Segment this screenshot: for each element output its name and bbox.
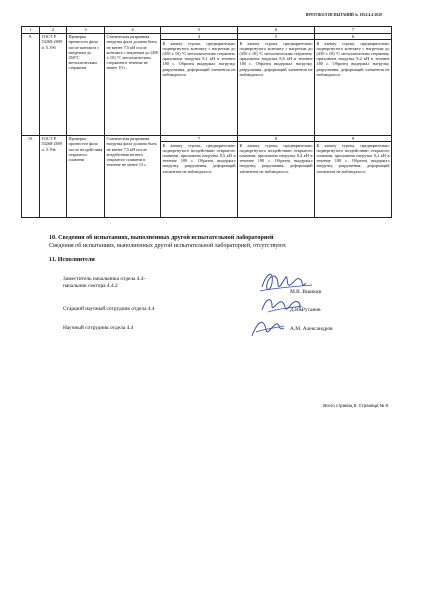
- result-text: К канату стропа, предварительно подвергнутого воздействию открытого пламени, приложена нагрузка 8,5 кН в течение 180 с. Образец выдержал нагрузку, разрушения, деформаций элементов не наблюдалось: [162, 142, 236, 174]
- col-number: 5: [161, 27, 238, 34]
- staff-position: Научный сотрудник отдела 4.4: [63, 325, 134, 331]
- staff-name: Д.Ю Русанов: [290, 307, 321, 313]
- row-standard: ГОСТ Р 53268-2009 п. 5.19в: [40, 135, 67, 217]
- row-requirement: Статическая разрывная нагрузка фала должна быть не менее 7,5 кН после контакта с нагретым до (450 ± 10) °С металлическим стержнем в течение не менее 10 с.: [105, 33, 161, 135]
- staff-member: [63, 325, 383, 332]
- row-index: 9.: [22, 33, 40, 135]
- row-standard: ГОСТ Р 53268-2009 п. 5.19б: [40, 33, 67, 135]
- row-check: Проверка прочности фала после контакта с нагретым до 450°С металлическим стержнем: [67, 33, 105, 135]
- staff-position: Заместитель начальника отдела 4.4-: [63, 276, 146, 282]
- staff-position: начальник сектора 4.4.2: [63, 283, 118, 289]
- result-sample-number: 6: [315, 34, 391, 40]
- result-sample-number: 9: [315, 136, 391, 142]
- staff-name: М.В. Вишкин: [290, 289, 322, 295]
- table-row: [22, 33, 392, 135]
- table-header-row: [22, 27, 392, 34]
- col-number: 4: [105, 27, 161, 34]
- row-requirement: Статическая разрывная нагрузка фала должна быть не менее 7,5 кН после воздействия на него открытого пламени в течение не менее 15 с.: [105, 135, 161, 217]
- result-cell: [238, 33, 315, 135]
- result-cell: [315, 135, 392, 217]
- staff-member: [63, 306, 383, 313]
- section-10-text: Сведения об испытаниях, выполненных другой испытательной лабораторией, отсутствуют.: [49, 243, 287, 249]
- result-text: К канату стропа, предварительно подвергнутого контакту с нагретым до (450 ± 10) °С металлическим стержнем, приложена нагрузка 8,1 кН в течение 180 с. Образец выдержал нагрузку, разрушения, деформаций элементов не наблюдалось: [162, 40, 236, 77]
- row-check: Проверка прочности фала после воздействия открытого пламени: [67, 135, 105, 217]
- result-text: К канату стропа, предварительно подвергнутого воздействию открытого пламени, приложена нагрузка 8,4 кН в течение 180 с. Образец выдержал нагрузку, разрушения, деформаций элементов не наблюдалось: [239, 142, 313, 174]
- row-index: 10.: [22, 135, 40, 217]
- staff-member: [63, 276, 383, 295]
- result-sample-number: 7: [161, 136, 237, 142]
- result-text: К канату стропа, предварительно подвергнутого воздействию открытого пламени, приложена нагрузка 9,2 кН в течение 180 с. Образец выдержал нагрузку, разрушения, деформаций элементов не наблюдалось: [316, 142, 390, 174]
- result-text: К канату стропа, предварительно подвергнутого контакту с нагретым до (450 ± 10) °С металлическим стержнем, приложена нагрузка 8,6 кН в течение 180 с. Образец выдержал нагрузку, разрушения, деформаций элементов не наблюдалось: [239, 40, 313, 77]
- page-footer: Всего страниц 8. Страница № 8: [323, 403, 388, 408]
- signature-image: [248, 316, 288, 340]
- col-number: 7: [315, 27, 392, 34]
- table-row: [22, 135, 392, 217]
- result-cell: [238, 135, 315, 217]
- result-cell: [161, 33, 238, 135]
- results-table: [21, 26, 392, 218]
- staff-name: А.М. Александров: [290, 326, 333, 332]
- result-sample-number: 5: [238, 34, 314, 40]
- col-number: 6: [238, 27, 315, 34]
- result-text: К канату стропа, предварительно подвергнутого контакту с нагретым до (450 ± 10) °С металлическим стержнем, приложена нагрузка 8,2 кН в течение 180 с. Образец выдержал нагрузку, разрушения, деформаций элементов не наблюдалось: [316, 40, 390, 77]
- col-number: 2: [40, 27, 67, 34]
- col-number: 1: [22, 27, 40, 34]
- signature-image: [258, 292, 306, 318]
- section-10-title: 10. Сведения об испытаниях, выполненных другой испытательной лабораторией: [49, 235, 274, 241]
- result-cell: [315, 33, 392, 135]
- col-number: 3: [67, 27, 105, 34]
- result-sample-number: 4: [161, 34, 237, 40]
- result-sample-number: 8: [238, 136, 314, 142]
- result-cell: [161, 135, 238, 217]
- staff-position: Старший научный сотрудник отдела 4.4: [63, 306, 155, 312]
- section-11-title: 11. Исполнители: [49, 257, 95, 263]
- protocol-header: ПРОТОКОЛ ИСПЫТАНИЙ № 1052/4.4-2020: [305, 13, 382, 17]
